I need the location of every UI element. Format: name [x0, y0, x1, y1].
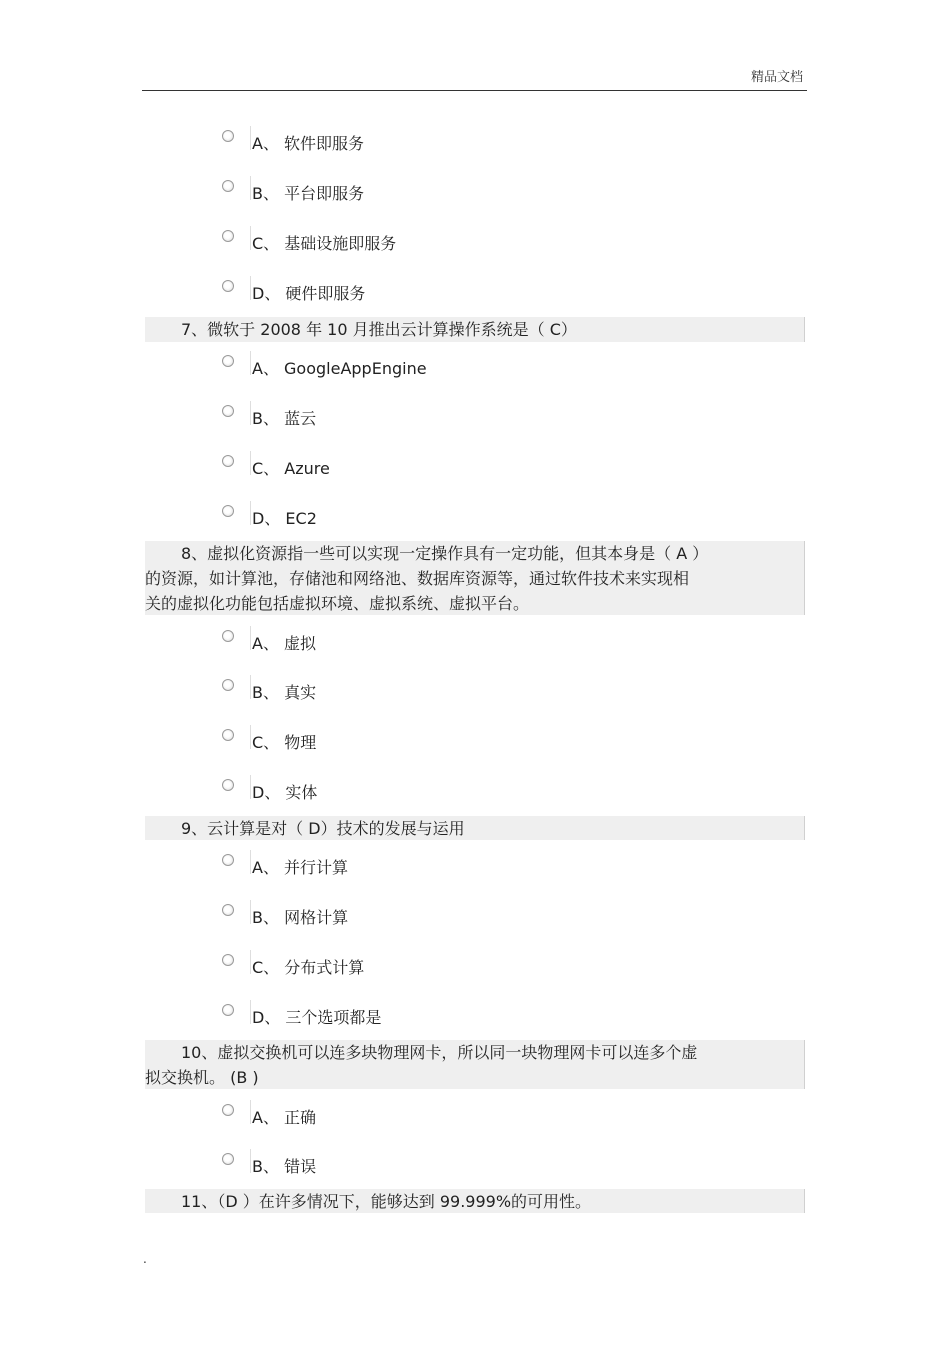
- radio-button-icon[interactable]: [222, 405, 234, 417]
- radio-button-icon[interactable]: [222, 230, 234, 242]
- option-label: D、 三个选项都是: [252, 1008, 382, 1027]
- question-text: 拟交换机。 (B ): [145, 1068, 259, 1087]
- option-divider: [250, 675, 251, 699]
- question-9: [145, 816, 805, 840]
- radio-button-icon[interactable]: [222, 280, 234, 292]
- radio-button-icon[interactable]: [222, 505, 234, 517]
- option-divider: [250, 351, 251, 375]
- radio-button-icon[interactable]: [222, 180, 234, 192]
- radio-button-icon[interactable]: [222, 1153, 234, 1165]
- radio-button-icon[interactable]: [222, 355, 234, 367]
- option-divider: [250, 1100, 251, 1124]
- question-text: 关的虚拟化功能包括虚拟环境、虚拟系统、虚拟平台。: [145, 594, 530, 613]
- question-text: 8、虚拟化资源指一些可以实现一定操作具有一定功能，但其本身是（ A ）: [181, 544, 709, 563]
- option-divider: [250, 725, 251, 749]
- question-text: 9、云计算是对（ D）技术的发展与运用: [181, 819, 465, 838]
- option-label: B、 错误: [252, 1157, 317, 1176]
- option-divider: [250, 1000, 251, 1024]
- option-label: A、 软件即服务: [252, 134, 365, 153]
- option-divider: [250, 126, 251, 150]
- option-label: C、 Azure: [252, 459, 330, 478]
- option-label: C、 基础设施即服务: [252, 234, 397, 253]
- option-divider: [250, 451, 251, 475]
- option-label: A、 并行计算: [252, 858, 349, 877]
- question-text: 11、（D ）在许多情况下，能够达到 99.999%的可用性。: [181, 1192, 592, 1211]
- radio-button-icon[interactable]: [222, 954, 234, 966]
- option-divider: [250, 276, 251, 300]
- radio-button-icon[interactable]: [222, 729, 234, 741]
- question-text: 10、虚拟交换机可以连多块物理网卡，所以同一块物理网卡可以连多个虚: [181, 1043, 698, 1062]
- option-divider: [250, 626, 251, 650]
- radio-button-icon[interactable]: [222, 779, 234, 791]
- question-11: [145, 1189, 805, 1213]
- option-divider: [250, 850, 251, 874]
- option-label: A、 虚拟: [252, 634, 317, 653]
- radio-button-icon[interactable]: [222, 130, 234, 142]
- option-divider: [250, 1149, 251, 1173]
- option-label: B、 平台即服务: [252, 184, 365, 203]
- option-label: D、 硬件即服务: [252, 284, 366, 303]
- question-10: [145, 1040, 805, 1089]
- option-label: D、 实体: [252, 783, 318, 802]
- radio-button-icon[interactable]: [222, 630, 234, 642]
- option-divider: [250, 775, 251, 799]
- option-label: A、 正确: [252, 1108, 317, 1127]
- radio-button-icon[interactable]: [222, 1104, 234, 1116]
- question-8: [145, 541, 805, 615]
- radio-button-icon[interactable]: [222, 455, 234, 467]
- option-divider: [250, 950, 251, 974]
- option-divider: [250, 401, 251, 425]
- option-label: D、 EC2: [252, 509, 317, 528]
- footer-mark: .: [143, 1252, 147, 1266]
- option-label: C、 物理: [252, 733, 317, 752]
- question-text: 7、微软于 2008 年 10 月推出云计算操作系统是（ C）: [181, 320, 577, 339]
- radio-button-icon[interactable]: [222, 679, 234, 691]
- option-divider: [250, 501, 251, 525]
- radio-button-icon[interactable]: [222, 1004, 234, 1016]
- option-label: C、 分布式计算: [252, 958, 365, 977]
- radio-button-icon[interactable]: [222, 904, 234, 916]
- question-text: 的资源，如计算池，存储池和网络池、数据库资源等，通过软件技术来实现相: [145, 569, 690, 588]
- question-7: [145, 317, 805, 342]
- option-label: B、 蓝云: [252, 409, 317, 428]
- page-header-title: 精品文档: [750, 70, 803, 85]
- header-divider: [142, 90, 807, 91]
- option-divider: [250, 176, 251, 200]
- option-label: B、 真实: [252, 683, 317, 702]
- option-label: B、 网格计算: [252, 908, 349, 927]
- radio-button-icon[interactable]: [222, 854, 234, 866]
- option-divider: [250, 226, 251, 250]
- option-divider: [250, 900, 251, 924]
- option-label: A、 GoogleAppEngine: [252, 359, 427, 378]
